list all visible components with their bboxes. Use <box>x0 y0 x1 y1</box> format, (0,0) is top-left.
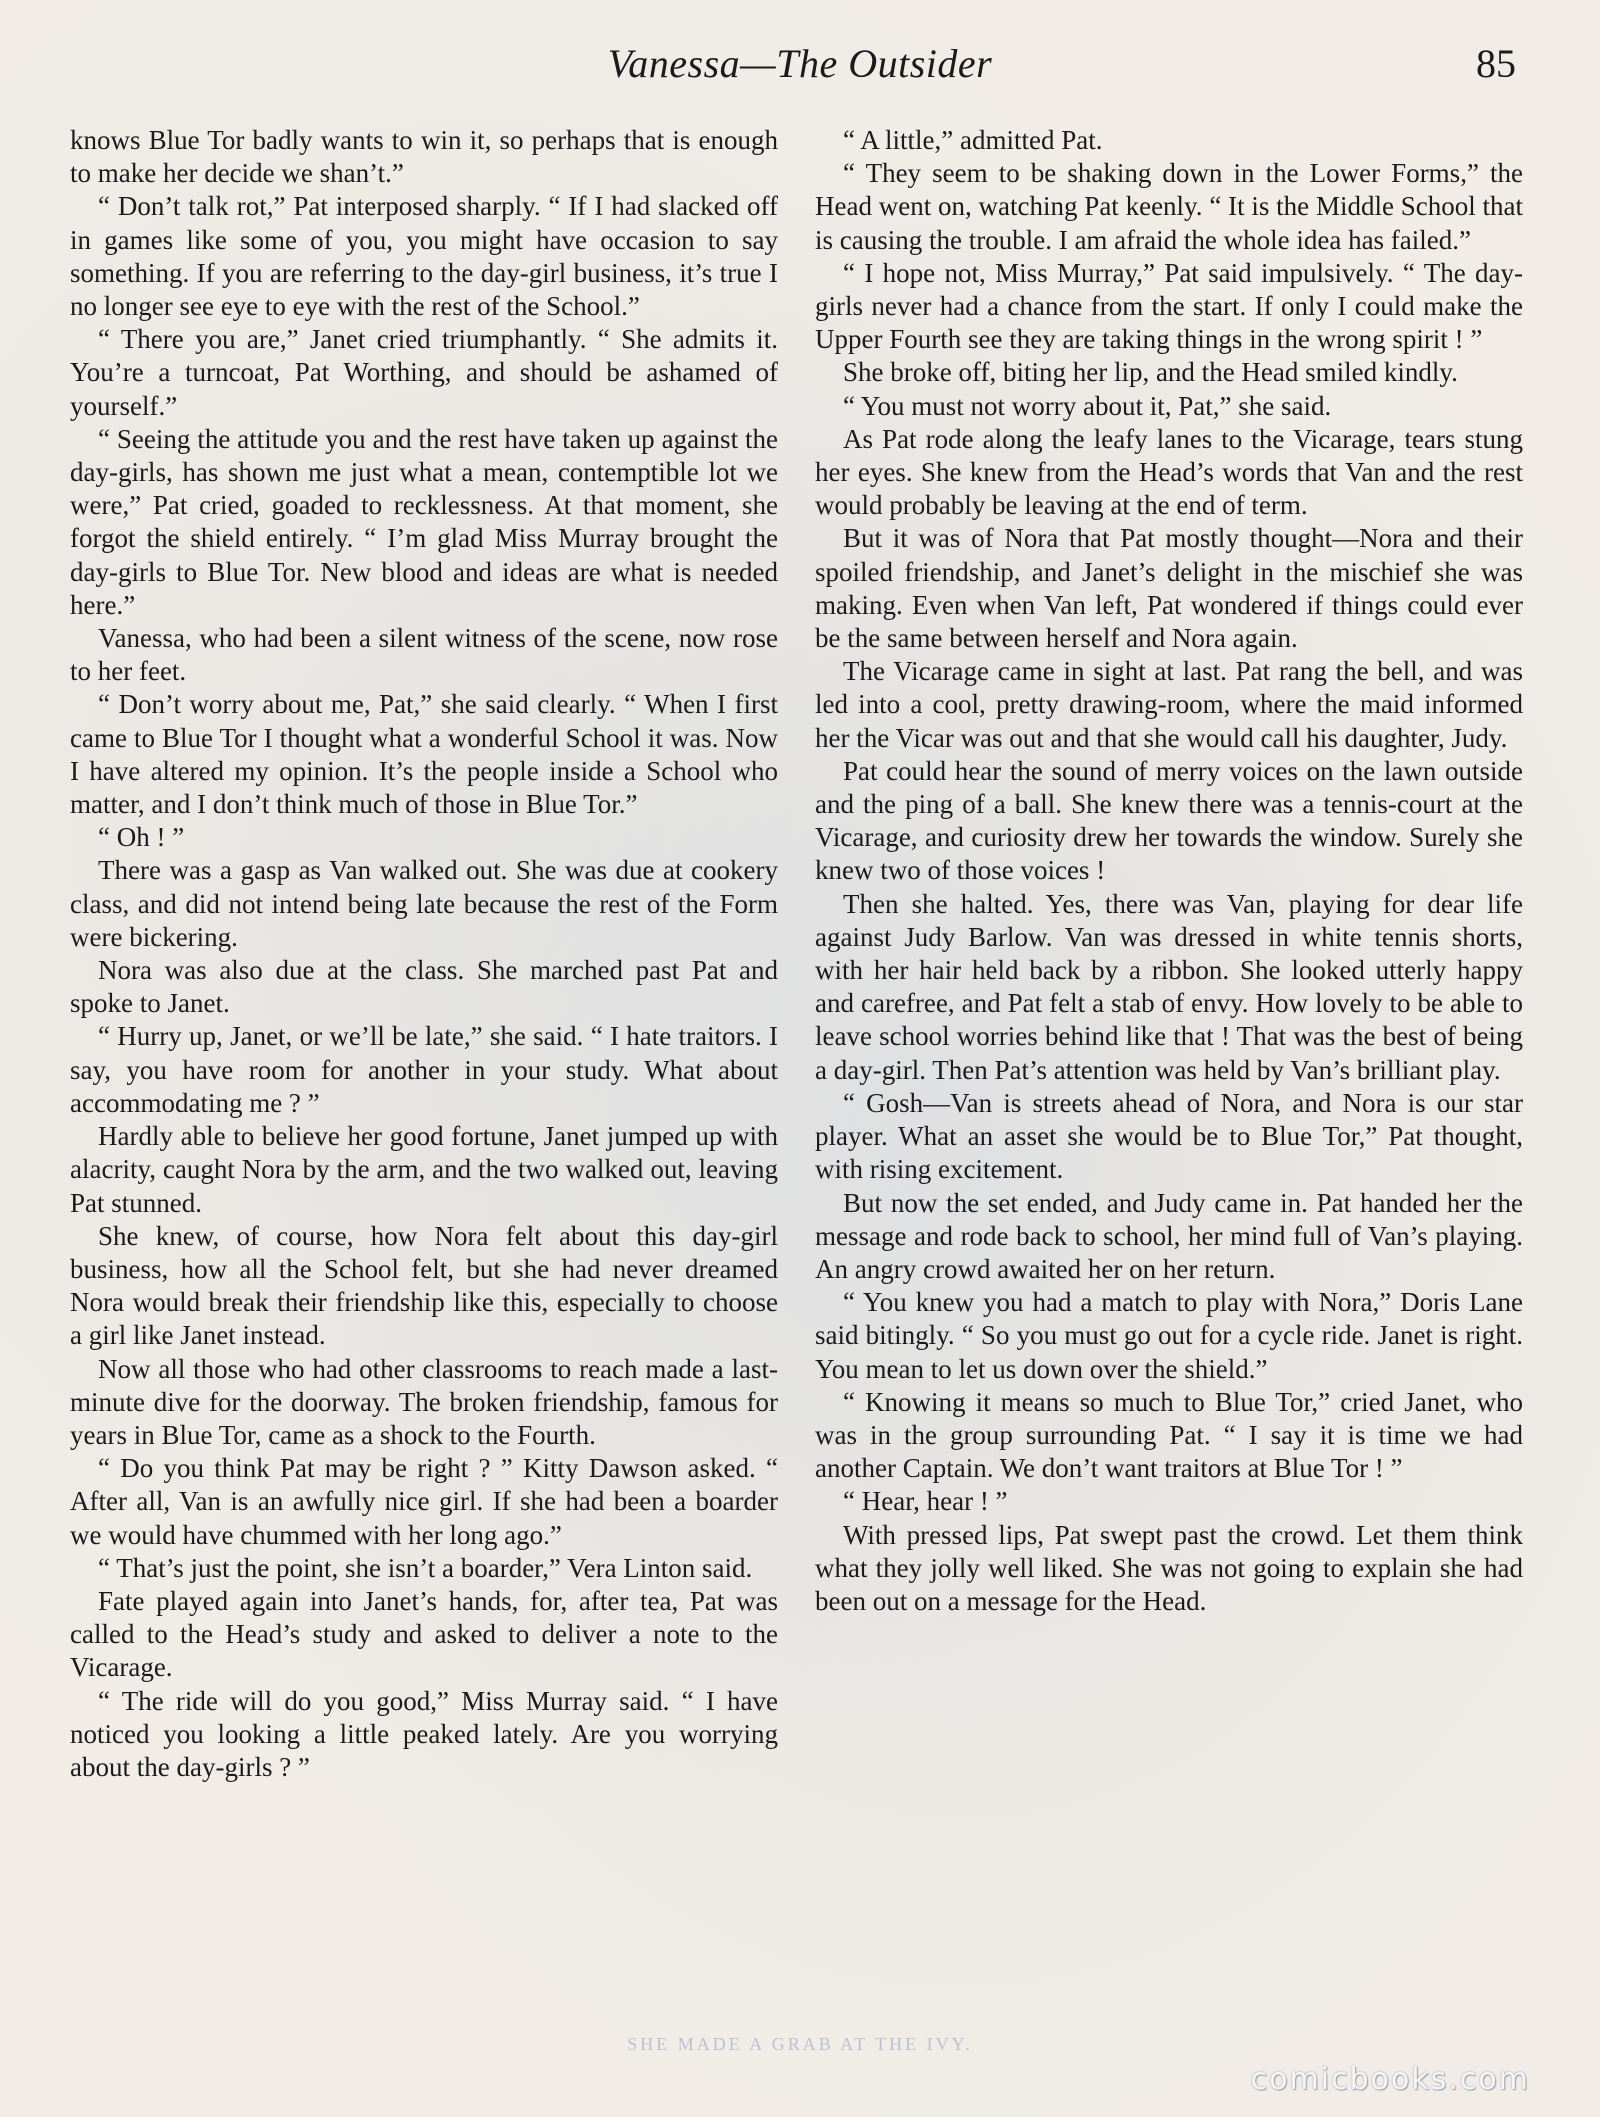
paragraph: “ A little,” admitted Pat. <box>843 125 1103 155</box>
paragraph: “ Don’t talk rot,” Pat interposed sharply. “ If I had slacked off in games like some of you, you might have occasion to say something. If you are referring to the day-girl business, it’s true I no longer see eye to eye with the rest of the School.” <box>70 191 778 322</box>
paragraph: But it was of Nora that Pat mostly thought—Nora and their spoiled friendship, and Janet’s delight in the mischief she was making. Even when Van left, Pat wondered if things could ever be the same between herself and Nora again. <box>815 523 1523 654</box>
paragraph: “ Hear, hear ! ” <box>843 1486 1008 1517</box>
running-title: Vanessa—The Outsider <box>607 41 993 86</box>
paragraph: Vanessa, who had been a silent witness of the scene, now rose to her feet. <box>70 623 778 687</box>
paragraph: Fate played again into Janet’s hands, for, after tea, Pat was called to the Head’s study and asked to deliver a note to the Vicarage. <box>70 1585 778 1683</box>
paragraph: Then she halted. Yes, there was Van, playing for dear life against Judy Barlow. Van was dressed in white tennis shorts, with her hair held back by a ribbon. She looked utterly happy and carefree, and Pat felt a stab of envy. How lovely to be able to leave school worries behind like that ! That was the best of being a day-girl. Then Pat’s attention was held by Van’s brilliant play. <box>815 888 1523 1085</box>
paragraph: There was a gasp as Van walked out. She was due at cookery class, and did not intend being late because the rest of the Form were bickering. <box>70 855 778 952</box>
page-header <box>0 40 1600 100</box>
paragraph: As Pat rode along the leafy lanes to the Vicarage, tears stung her eyes. She knew from the Head’s words that Van and the rest would probably be leaving at the end of term. <box>815 423 1523 521</box>
paragraph: She broke off, biting her lip, and the Head smiled kindly. <box>843 357 1458 388</box>
paragraph: “ You must not worry about it, Pat,” she said. <box>843 390 1332 421</box>
paragraph: “ There you are,” Janet cried triumphantly. “ She admits it. You’re a turncoat, Pat Worthing, and should be ashamed of yourself.” <box>70 324 778 421</box>
paragraph: “ Don’t worry about me, Pat,” she said clearly. “ When I first came to Blue Tor I thought what a wonderful School it was. Now I have altered my opinion. It’s the people inside a School who matter, and I don’t think much of those in Blue Tor.” <box>70 689 778 820</box>
paragraph: She knew, of course, how Nora felt about this day-girl business, how all the School felt, but she had never dreamed Nora would break their friendship like this, especially to choose a girl like Janet instead. <box>70 1220 778 1351</box>
paragraph: “ Gosh—Van is streets ahead of Nora, and Nora is our star player. What an asset she would be to Blue Tor,” Pat thought, with rising excitement. <box>815 1087 1523 1185</box>
left-text-column <box>70 124 778 1784</box>
paragraph: “ Knowing it means so much to Blue Tor,” cried Janet, who was in the group surrounding Pat. “ I say it is time we had another Captain. We don’t want traitors at Blue Tor ! ” <box>815 1386 1523 1484</box>
paragraph: But now the set ended, and Judy came in. Pat handed her the message and rode back to school, her mind full of Van’s playing. An angry crowd awaited her on her return. <box>815 1187 1523 1284</box>
bleed-through-caption: SHE MADE A GRAB AT THE IVY. <box>627 2034 973 2054</box>
paragraph: The Vicarage came in sight at last. Pat rang the bell, and was led into a cool, pretty drawing-room, where the maid informed her the Vicar was out and that she would call his daughter, Judy. <box>815 656 1523 753</box>
page-number: 85 <box>1476 41 1516 86</box>
paragraph: “ That’s just the point, she isn’t a boarder,” Vera Linton said. <box>98 1552 753 1583</box>
watermark: comicbooks.com <box>1250 2062 1530 2097</box>
paragraph: “ They seem to be shaking down in the Lower Forms,” the Head went on, watching Pat keenly. “ It is the Middle School that is causing the trouble. I am afraid the whole idea has failed.” <box>815 158 1523 255</box>
paragraph: “ Oh ! ” <box>98 822 185 853</box>
paragraph: Nora was also due at the class. She marched past Pat and spoke to Janet. <box>70 955 778 1019</box>
paragraph: “ Seeing the attitude you and the rest have taken up against the day-girls, has shown me just what a mean, contemptible lot we were,” Pat cried, goaded to recklessness. At that moment, she forgot the shield entirely. “ I’m glad Miss Murray brought the day-girls to Blue Tor. New blood and ideas are what is needed here.” <box>70 423 778 620</box>
paragraph: Pat could hear the sound of merry voices on the lawn outside and the ping of a ball. She knew there was a tennis-court at the Vicarage, and curiosity drew her towards the window. Surely she knew two of those voices ! <box>815 755 1523 886</box>
paragraph: With pressed lips, Pat swept past the crowd. Let them think what they jolly well liked. She was not going to explain she had been out on a message for the Head. <box>815 1519 1523 1616</box>
paragraph: “ Do you think Pat may be right ? ” Kitty Dawson asked. “ After all, Van is an awfully nice girl. If she had been a boarder we would have chummed with her long ago.” <box>70 1453 778 1550</box>
paragraph: “ Hurry up, Janet, or we’ll be late,” she said. “ I hate traitors. I say, you have room for another in your study. What about accommodating me ? ” <box>70 1021 778 1118</box>
paragraph: “ You knew you had a match to play with Nora,” Doris Lane said bitingly. “ So you must go out for a cycle ride. Janet is right. You mean to let us down over the shield.” <box>815 1287 1523 1384</box>
paragraph: “ I hope not, Miss Murray,” Pat said impulsively. “ The day-girls never had a chance from the start. If only I could make the Upper Fourth see they are taking things in the wrong spirit ! ” <box>815 257 1523 355</box>
paragraph: “ The ride will do you good,” Miss Murray said. “ I have noticed you looking a little peaked lately. Are you worrying about the day-girls ? ” <box>70 1685 778 1782</box>
paragraph: Hardly able to believe her good fortune, Janet jumped up with alacrity, caught Nora by the arm, and the two walked out, leaving Pat stunned. <box>70 1121 778 1218</box>
paragraph: knows Blue Tor badly wants to win it, so perhaps that is enough to make her decide we shan’t.” <box>70 125 778 189</box>
right-text-column <box>815 124 1523 1618</box>
paragraph: Now all those who had other classrooms to reach made a last-minute dive for the doorway. The broken friendship, famous for years in Blue Tor, came as a shock to the Fourth. <box>70 1353 778 1450</box>
